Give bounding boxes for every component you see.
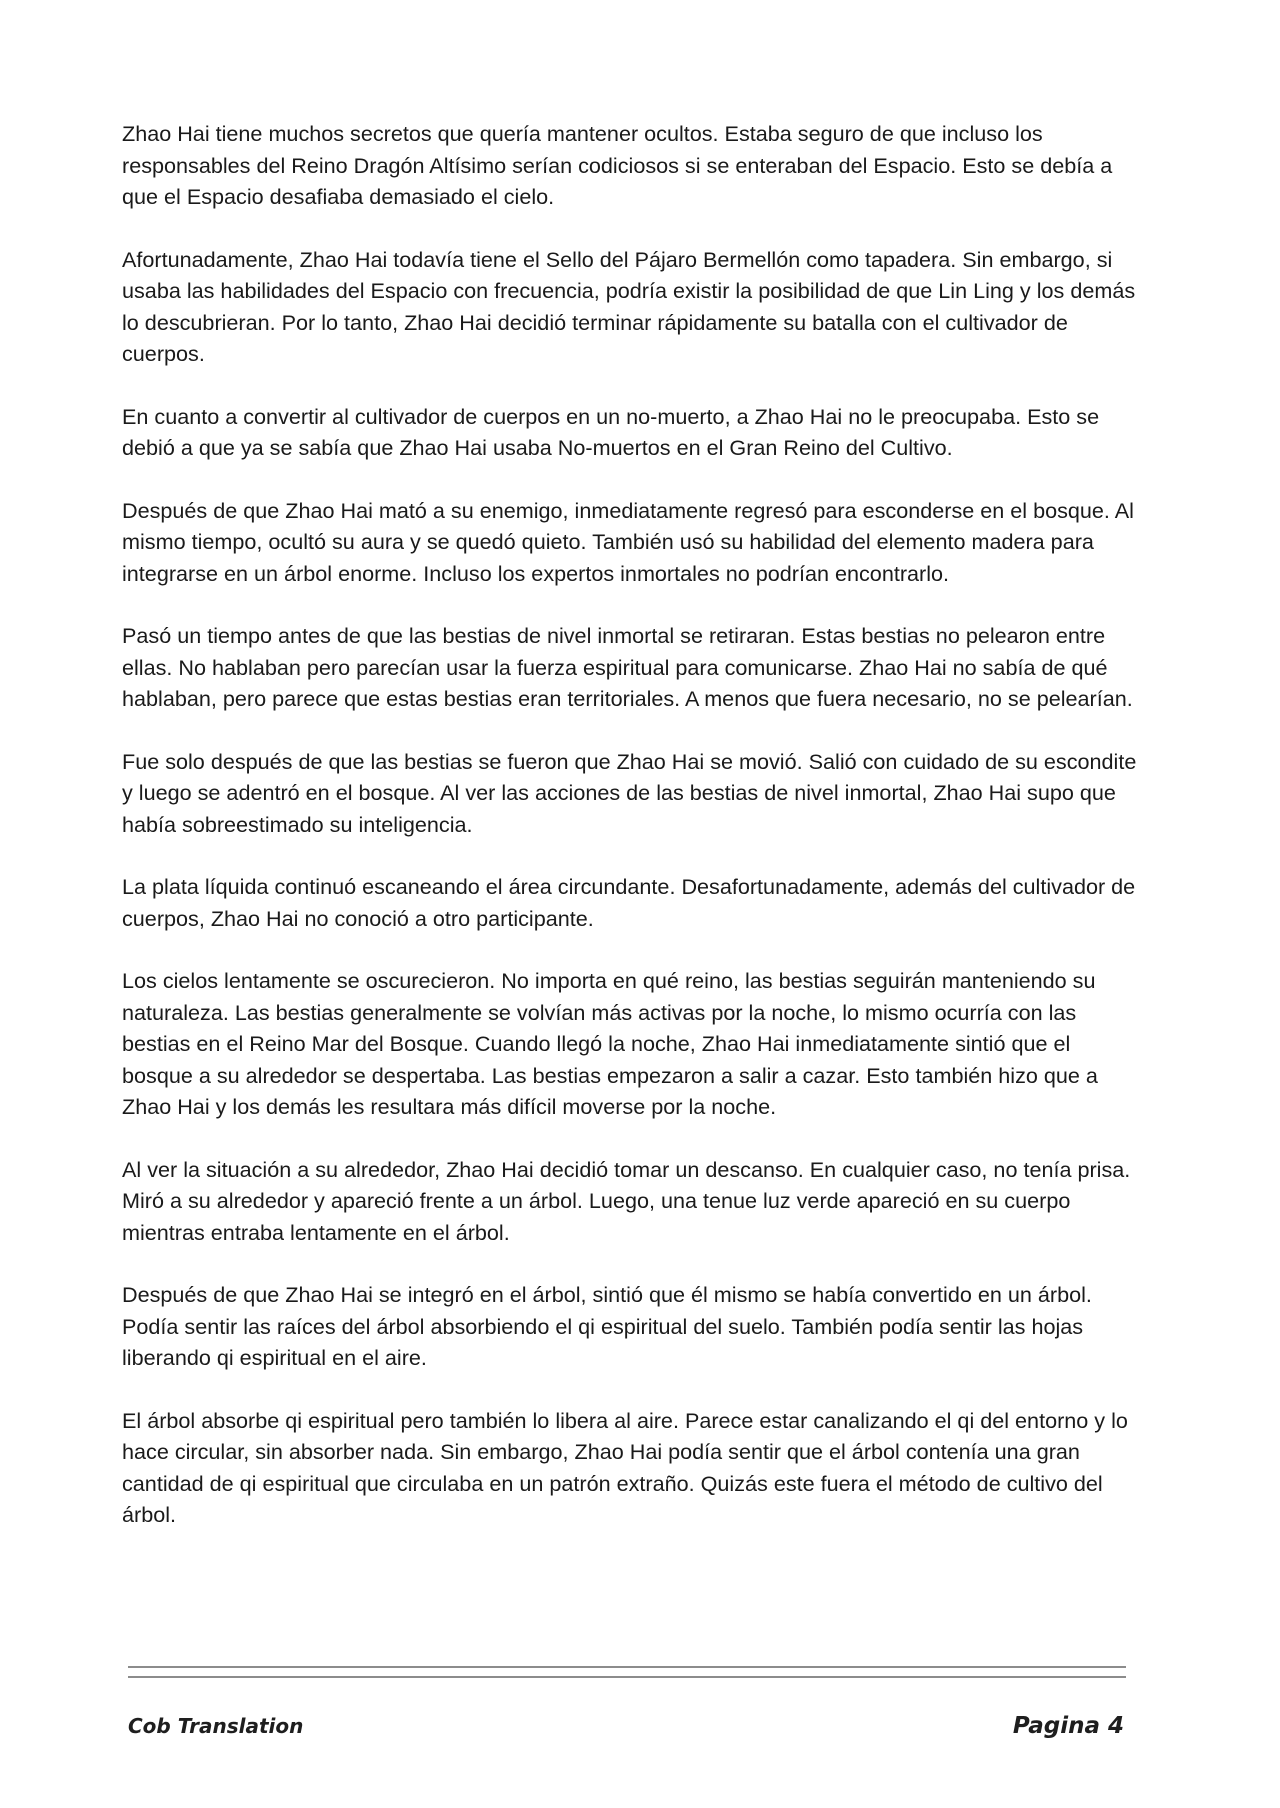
paragraph: Los cielos lentamente se oscurecieron. No importa en qué reino, las bestias seguirán manteniendo su naturaleza. Las bestias generalmente se volvían más activas por la noche, lo mismo ocurría con las bestias en el Reino Mar del Bosque. Cuando llegó la noche, Zhao Hai inmediatamente sintió que el bosque a su alrededor se despertaba. Las bestias empezaron a salir a cazar. Esto también hizo que a Zhao Hai y los demás les resultara más difícil moverse por la noche.: [122, 968, 1098, 1119]
paragraph: Después de que Zhao Hai se integró en el árbol, sintió que él mismo se había convertido en un árbol. Podía sentir las raíces del árbol absorbiendo el qi espiritual del suelo. También podía sentir las hojas liberando qi espiritual en el aire.: [122, 1282, 1092, 1370]
footer-divider: [128, 1666, 1126, 1678]
paragraph: Zhao Hai tiene muchos secretos que quería mantener ocultos. Estaba seguro de que incluso los responsables del Reino Dragón Altísimo serían codiciosos si se enteraban del Espacio. Esto se debía a que el Espacio desafiaba demasiado el cielo.: [122, 121, 1113, 209]
document-body: [122, 118, 1142, 1562]
paragraph: Afortunadamente, Zhao Hai todavía tiene el Sello del Pájaro Bermellón como tapadera. Sin embargo, si usaba las habilidades del Espacio con frecuencia, podría existir la posibilidad de que Lin Ling y los demás lo descubrieran. Por lo tanto, Zhao Hai decidió terminar rápidamente su batalla con el cultivador de cuerpos.: [122, 246, 1136, 366]
paragraph: Al ver la situación a su alrededor, Zhao Hai decidió tomar un descanso. En cualquier caso, no tenía prisa. Miró a su alrededor y apareció frente a un árbol. Luego, una tenue luz verde apareció en su cuerpo mientras entraba lentamente en el árbol.: [122, 1156, 1131, 1245]
paragraph: La plata líquida continuó escaneando el área circundante. Desafortunadamente, además del cultivador de cuerpos, Zhao Hai no conoció a otro participante.: [122, 874, 1136, 931]
paragraph: Pasó un tiempo antes de que las bestias de nivel inmortal se retiraran. Estas bestias no pelearon entre ellas. No hablaban pero parecían usar la fuerza espiritual para comunicarse. Zhao Hai no sabía de qué hablaban, pero parece que estas bestias eran territoriales. A menos que fuera necesario, no se pelearían.: [122, 623, 1133, 711]
paragraph: En cuanto a convertir al cultivador de cuerpos en un no-muerto, a Zhao Hai no le preocupaba. Esto se debió a que ya se sabía que Zhao Hai usaba No-muertos en el Gran Reino del Cultivo.: [122, 403, 1100, 460]
paragraph: Fue solo después de que las bestias se fueron que Zhao Hai se movió. Salió con cuidado de su escondite y luego se adentró en el bosque. Al ver las acciones de las bestias de nivel inmortal, Zhao Hai supo que había sobreestimado su inteligencia.: [122, 748, 1137, 837]
paragraph: Después de que Zhao Hai mató a su enemigo, inmediatamente regresó para esconderse en el bosque. Al mismo tiempo, ocultó su aura y se quedó quieto. También usó su habilidad del elemento madera para integrarse en un árbol enorme. Incluso los expertos inmortales no podrían encontrarlo.: [122, 497, 1134, 586]
footer-page-number: Pagina 4: [1012, 1713, 1124, 1739]
page-footer: [128, 1713, 1124, 1739]
paragraph: El árbol absorbe qi espiritual pero también lo libera al aire. Parece estar canalizando el qi del entorno y lo hace circular, sin absorber nada. Sin embargo, Zhao Hai podía sentir que el árbol contenía una gran cantidad de qi espiritual que circulaba en un patrón extraño. Quizás este fuera el método de cultivo del árbol.: [122, 1407, 1128, 1527]
divider-line: [128, 1676, 1126, 1678]
footer-translator-credit: Cob Translation: [128, 1714, 304, 1738]
divider-line: [128, 1666, 1126, 1668]
